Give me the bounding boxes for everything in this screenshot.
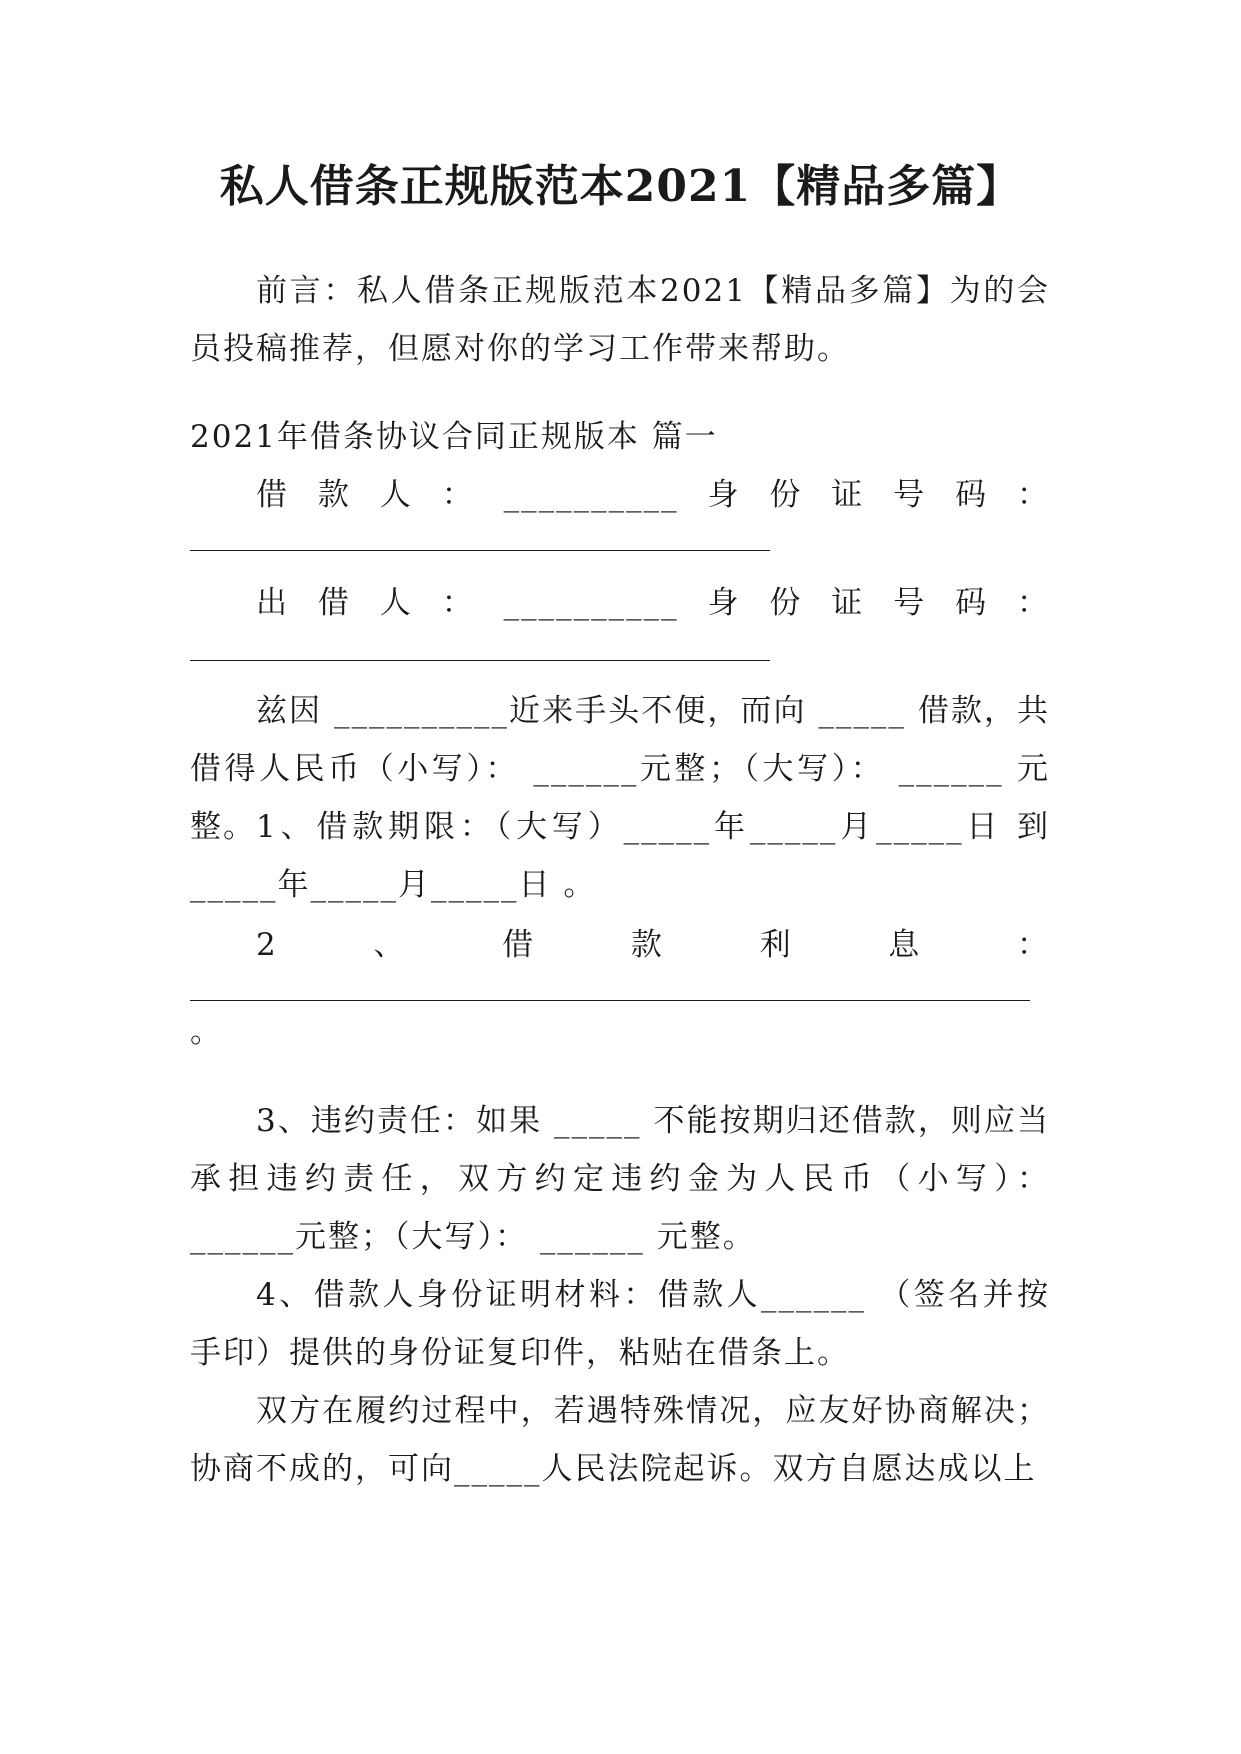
lender-line: 出借人：__________身份证号码： bbox=[256, 585, 1050, 621]
borrower-line: 借款人：__________身份证号码： bbox=[256, 477, 1050, 513]
term-paragraph: 1、借款期限：（大写）_____年_____月_____日 到_____年_____月_____日 。 bbox=[190, 809, 1050, 903]
document-title: 私人借条正规版范本2021【精品多篇】 bbox=[219, 161, 1022, 212]
interest-end-mark: 。 bbox=[190, 1014, 221, 1050]
reason-paragraph: 兹因 __________近来手头不便，而向 _____ 借款，共借得人民币（小写）： ______元整；（大写）： ______ 元整。 bbox=[190, 693, 1050, 845]
interest-underline bbox=[190, 1000, 1030, 1002]
lender-id-underline bbox=[190, 660, 770, 662]
interest-line: 2、借款利息： bbox=[256, 927, 1050, 963]
id-material-paragraph: 4、借款人身份证明材料：借款人______ （签名并按手印）提供的身份证复印件，粘贴在借条上。 bbox=[190, 1277, 1050, 1371]
dispute-paragraph: 双方在履约过程中，若遇特殊情况，应友好协商解决；协商不成的，可向_____人民法院起诉。双方自愿达成以上 bbox=[190, 1393, 1050, 1487]
preface-paragraph: 前言：私人借条正规版范本2021【精品多篇】为的会员投稿推荐，但愿对你的学习工作带来帮助。 bbox=[190, 273, 1050, 367]
borrower-id-underline bbox=[190, 550, 770, 552]
section-heading: 2021年借条协议合同正规版本 篇一 bbox=[190, 419, 718, 455]
penalty-paragraph: 3、违约责任：如果 _____ 不能按期归还借款，则应当承担违约责任，双方约定违约金为人民币（小写）： ______元整；（大写）： ______ 元整。 bbox=[190, 1103, 1050, 1255]
